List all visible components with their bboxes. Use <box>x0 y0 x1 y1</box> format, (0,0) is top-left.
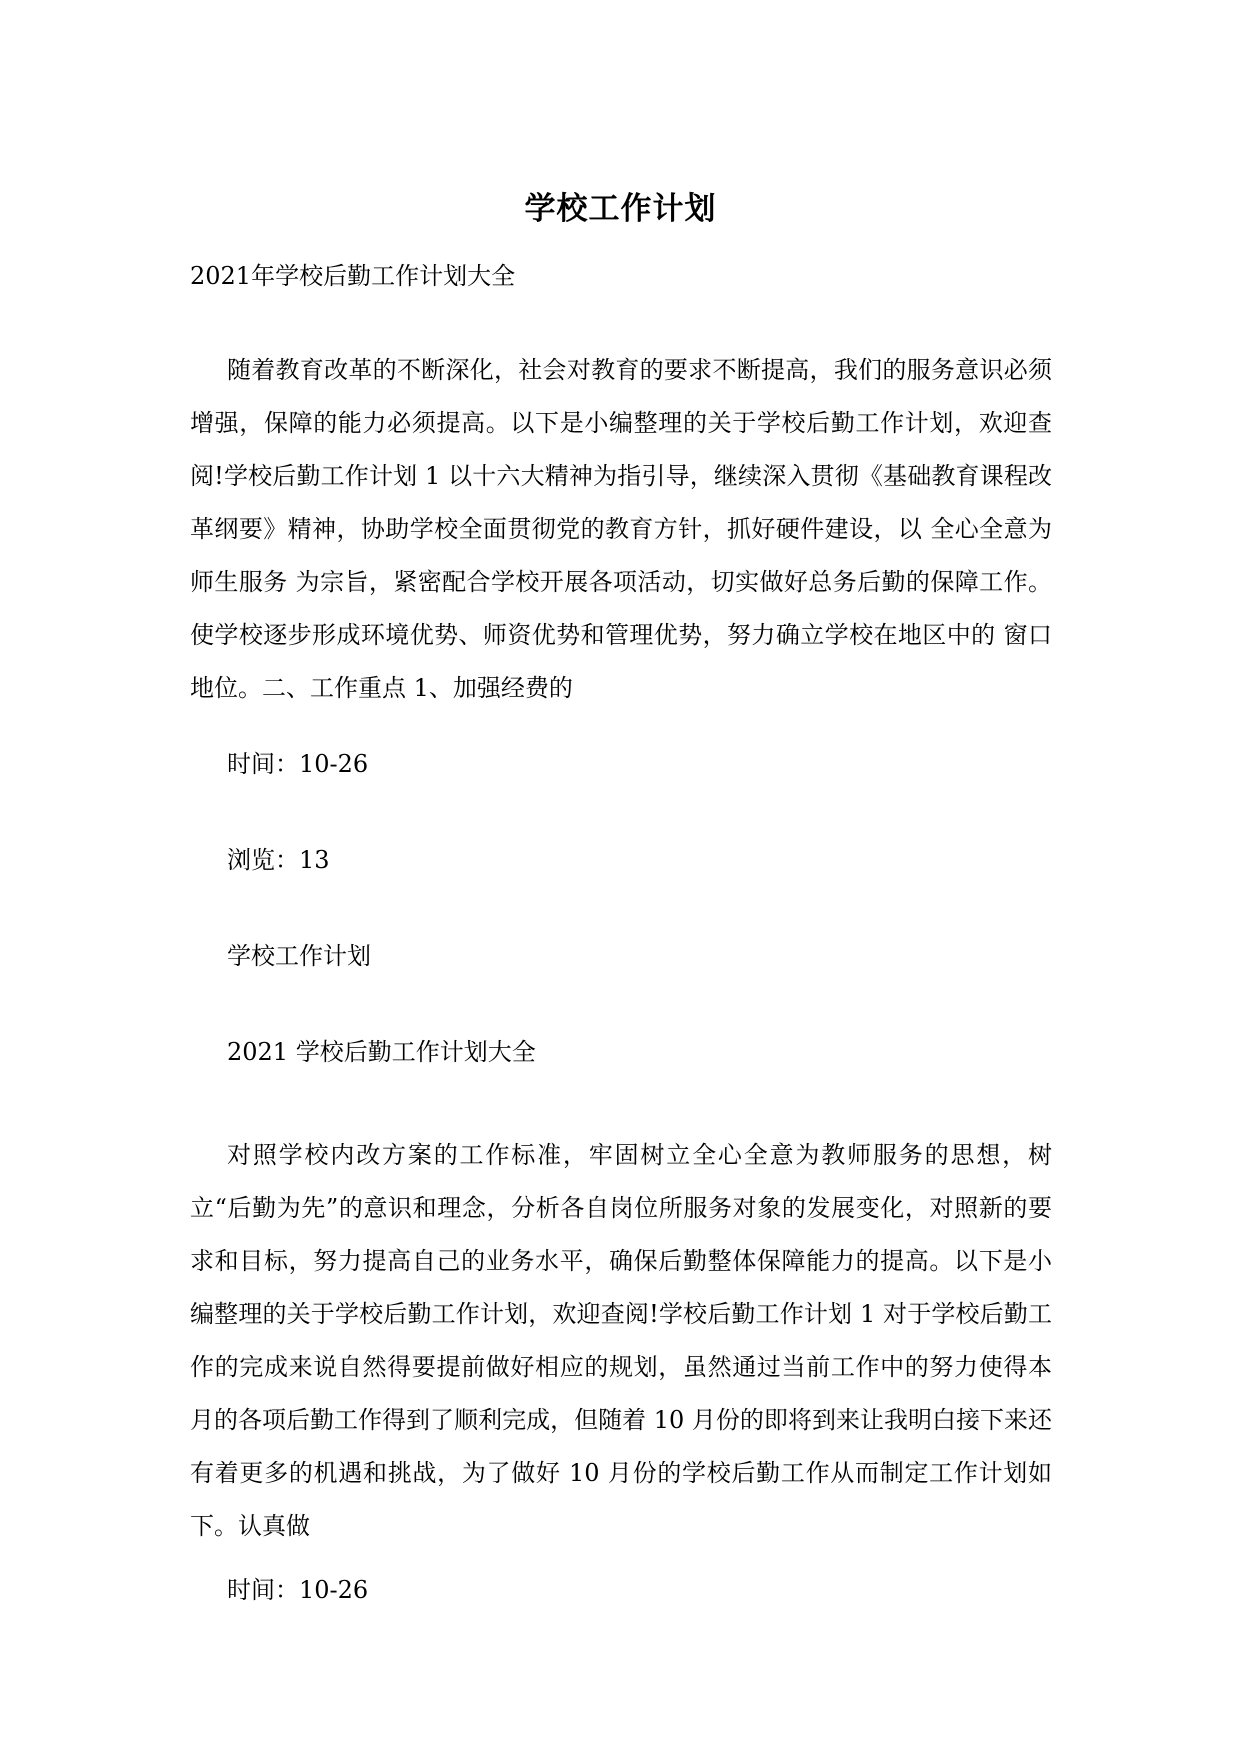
paragraph-intro: 随着教育改革的不断深化，社会对教育的要求不断提高，我们的服务意识必须增强，保障的能力必须提高。以下是小编整理的关于学校后勤工作计划，欢迎查阅!学校后勤工作计划 1 以十六大精神为指引导，继续深入贯彻《基础教育课程改革纲要》精神，协助学校全面贯彻党的教育方针，抓好硬件建设，以 全心全意为师生服务 为宗旨，紧密配合学校开展各项活动，切实做好总务后勤的保障工作。使学校逐步形成环境优势、师资优势和管理优势，努力确立学校在地区中的 窗口 地位。二、工作重点 1、加强经费的 <box>190 356 1052 702</box>
document-title: 学校工作计划 <box>524 191 717 227</box>
publish-time: 时间：10-26 <box>227 750 369 778</box>
view-count: 浏览：13 <box>227 846 330 874</box>
paragraph-second: 对照学校内改方案的工作标准，牢固树立全心全意为教师服务的思想，树立“后勤为先”的意识和理念，分析各自岗位所服务对象的发展变化，对照新的要求和目标，努力提高自己的业务水平，确保后勤整体保障能力的提高。以下是小编整理的关于学校后勤工作计划，欢迎查阅!学校后勤工作计划 1 对于学校后勤工作的完成来说自然得要提前做好相应的规划，虽然通过当前工作中的努力使得本月的各项后勤工作得到了顺利完成，但随着 10 月份的即将到来让我明白接下来还有着更多的机遇和挑战，为了做好 10 月份的学校后勤工作从而制定工作计划如下。认真做 <box>190 1141 1052 1540</box>
publish-time-2: 时间：10-26 <box>227 1576 369 1604</box>
document-subtitle: 2021年学校后勤工作计划大全 <box>190 262 516 290</box>
section-title: 学校工作计划 <box>227 942 371 970</box>
section-subtitle: 2021 学校后勤工作计划大全 <box>227 1038 536 1066</box>
